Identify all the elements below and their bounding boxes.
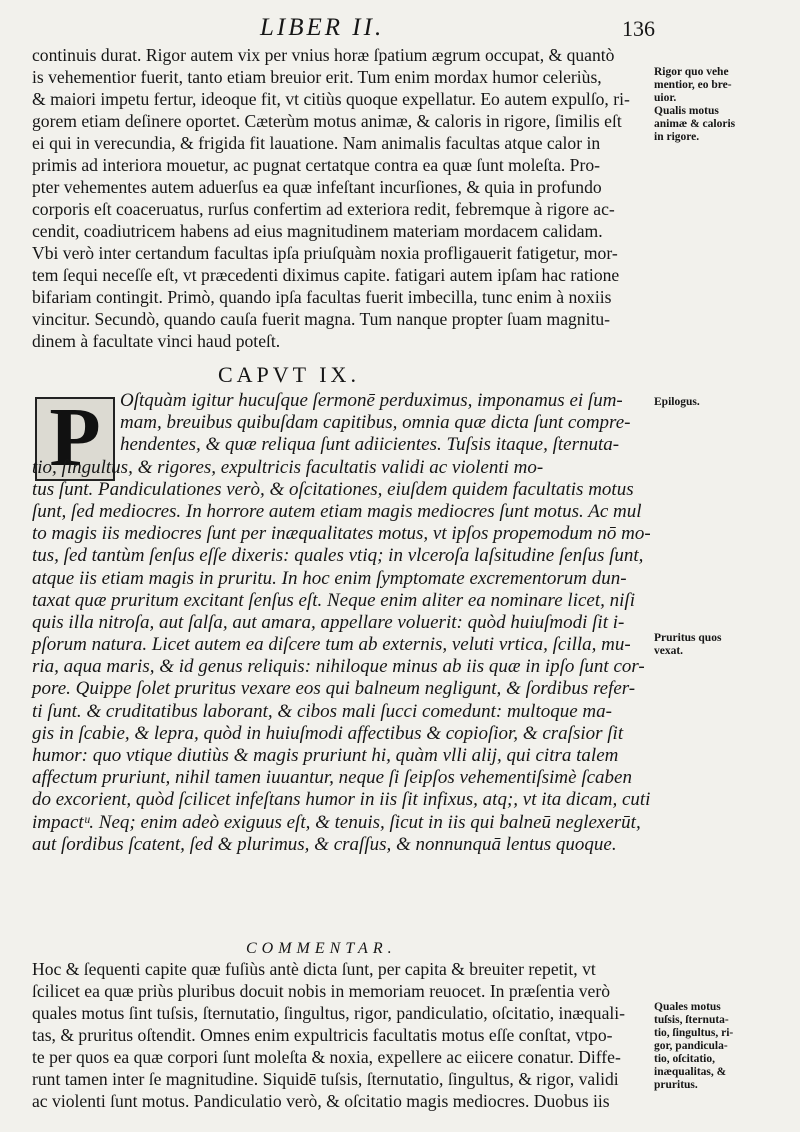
text-line: atque iis etiam magis in pruritu. In hoc enim ſymptomate excrementorum dun- [32,567,627,589]
text-line: cendit, coadiutricem habens ad eius magnitudinem materiam mordacem calidam. [32,221,603,241]
page-header [30,14,660,42]
initial-letter: P [49,391,101,484]
text-line: affectum pruriunt, nihil tamen iuuantur, neque ſi ſeipſos vehementiſsimè ſcaben [32,767,632,789]
page-number: 136 [622,16,655,41]
text-line: continuis durat. Rigor autem vix per vnius horæ ſpatium ægrum occupat, & quantò [32,45,615,65]
text-line: gorem etiam deſinere oportet. Cæterùm motus animæ, & caloris in rigore, ſimilis eſt [32,111,622,131]
text-line: ria, aqua maris, & id genus reliquis: nihiloque minus ab iis quæ in ipſo ſunt cor- [32,656,645,678]
text-line: corporis eſt coaceruatus, rurſus confertim ad exteriora redit, febremque à rigore ac- [32,199,615,219]
text-line: tem ſequi neceſſe eſt, vt præcedenti diximus capite. fatigari autem ipſam hac ratione [32,265,620,285]
margin-note-line: gor, pandicula- [654,1040,728,1052]
margin-note-epilogus [654,396,794,409]
text-line: Vbi verò inter certandum facultas ipſa priuſquàm noxia profligauerit fatigetur, mor- [32,243,618,263]
text-line: primis ad interiora mouetur, ac pugnat certatque contra ea quæ ſunt moleſta. Pro- [32,155,600,175]
text-line: pter vehementes autem aduerſus ea quæ infeſtant incurſiones, & quia in profundo [32,177,602,197]
margin-note-line: animæ & caloris [654,118,736,130]
commentary-text [32,958,652,1112]
text-line: tus ſunt. Pandiculationes verò, & oſcitationes, eiuſdem quidem facultatis motus [32,478,634,500]
margin-note-line: in rigore. [654,131,700,143]
text-line: & maiori impetu fertur, ideoque fit, vt citiùs quoque expellatur. Eo autem expulſo, ri- [32,89,630,109]
margin-note-line: tio, ſingultus, ri- [654,1027,734,1039]
margin-note-line: pruritus. [654,1079,698,1091]
text-line: ti ſunt. & cruditatibus laborant, & cibos mali ſucci comedunt: multoque ma- [32,700,612,722]
text-line: dinem à facultate vinci haud poteſt. [32,331,281,351]
text-line: pſorum natura. Licet autem ea diſcere tum ab externis, veluti vrtica, ſcilla, mu- [32,634,631,656]
opening-paragraph [32,44,652,352]
margin-note-line: inæqualitas, & [654,1066,727,1078]
margin-note-line: Epilogus. [654,396,700,408]
text-line: quales motus ſint tuſsis, ſternutatio, ſingultus, rigor, pandiculatio, oſcitatio, inæquali- [32,1003,626,1023]
margin-note-line: Pruritus quos [654,632,722,644]
margin-note-line: Quales motus [654,1001,721,1013]
text-line: gis in ſcabie, & lepra, quòd in huiuſmodi affectibus & copioſior, & craſsior ſit [32,722,624,744]
chapter-title: CAPVT IX. [218,362,360,387]
text-line: mam, breuibus quibuſdam capitibus, omnia quæ dicta ſunt compre- [120,412,631,434]
chapter-text [32,390,652,856]
text-line: impactᵘ. Neq; enim adeò exiguus eſt, & tenuis, ſicut in iis qui balneū neglexerūt, [32,811,641,833]
text-line: Oſtquàm igitur hucuſque ſermonē perduximus, imponamus ei ſum- [120,390,623,411]
text-line: tus, ſed tantùm ſenſus eſſe dixeris: quales vtiq; in vlceroſa laſsitudine ſenſus ſunt, [32,545,644,567]
text-line: humor: quo vtique diutiùs & magis pruriunt hi, quàm vlli alij, qui citra talem [32,745,619,766]
text-line: hendentes, & quæ reliqua ſunt adiicientes. Tuſsis itaque, ſternuta- [120,434,620,456]
text-line: to magis iis mediocres ſunt per inæqualitates motus, vt ipſos propemodum nō mo- [32,523,651,545]
text-line: ſunt, ſed mediocres. In horrore autem etiam magis mediocres ſunt motus. Ac mul [32,500,642,522]
margin-note-line: Qualis motus [654,105,719,117]
text-line: te per quos ea quæ corpori ſunt moleſta & noxia, expellere ac eiicere conatur. Diffe- [32,1047,621,1067]
text-line: taxat quæ pruritum excitant ſenſus eſt. Neque enim aliter ea nominare licet, niſi [32,589,635,611]
margin-note-pruritus [654,632,794,658]
text-line: do excorient, quòd ſcilicet infeſtans humor in iis ſit infixus, atq;, vt ita dicam, cuti [32,789,651,811]
margin-note-line: tuſsis, ſternuta- [654,1014,729,1026]
text-line: tio, ſingultus, & rigores, expultricis facultatis validi ac violenti mo- [32,456,544,478]
text-line: ei qui in verecundia, & frigida fit lauatione. Nam animalis facultas atque calor in [32,133,601,153]
text-line: ſcilicet ea quæ priùs pluribus docuit nobis in memoriam reuocet. In præſentia verò [32,981,611,1001]
margin-note-line: tio, oſcitatio, [654,1053,715,1065]
margin-note-rigor [654,66,794,144]
text-line: Hoc & ſequenti capite quæ fuſiùs antè dicta ſunt, per capita & breuiter repetit, vt [32,959,596,979]
text-line: tas, & pruritus oſtendit. Omnes enim expultricis facultatis motus eſſe conſtat, vtpo- [32,1025,613,1045]
margin-note-quales-motus [654,1001,794,1092]
commentary-heading: COMMENTAR. [246,940,397,957]
text-line: ac violenti ſunt motus. Pandiculatio verò, & oſcitatio magis mediocres. Duobus iis [32,1091,610,1111]
margin-note-line: mentior, eo bre- [654,79,732,91]
margin-note-line: uior. [654,92,677,104]
text-line: vincitur. Secundò, quando cauſa fuerit magna. Tum nanque propter ſuam magnitu- [32,309,611,329]
text-line: aut ſordibus ſcatent, ſed & plurimus, & craſſus, & nonnunquā lentus quoque. [32,833,617,855]
margin-note-line: vexat. [654,645,684,657]
text-line: pore. Quippe ſolet pruritus vexare eos qui balneum negligunt, & ſordibus refer- [32,678,636,700]
text-line: runt tamen inter ſe magnitudine. Siquidē tuſsis, ſternutatio, ſingultus, & rigor, validi [32,1069,619,1089]
text-line: bifariam contingit. Primò, quando ipſa facultas fuerit imbecilla, tunc enim à noxiis [32,287,612,307]
running-head: LIBER II. [260,14,385,41]
margin-note-line: Rigor quo vehe [654,66,729,78]
text-line: quis illa nitroſa, aut ſalſa, aut amara, appellare voluerit: quòd huiuſmodi ſit i- [32,611,625,633]
text-line: is vehementior fuerit, tanto etiam breuior erit. Tum enim mordax humor celeriùs, [32,67,602,87]
